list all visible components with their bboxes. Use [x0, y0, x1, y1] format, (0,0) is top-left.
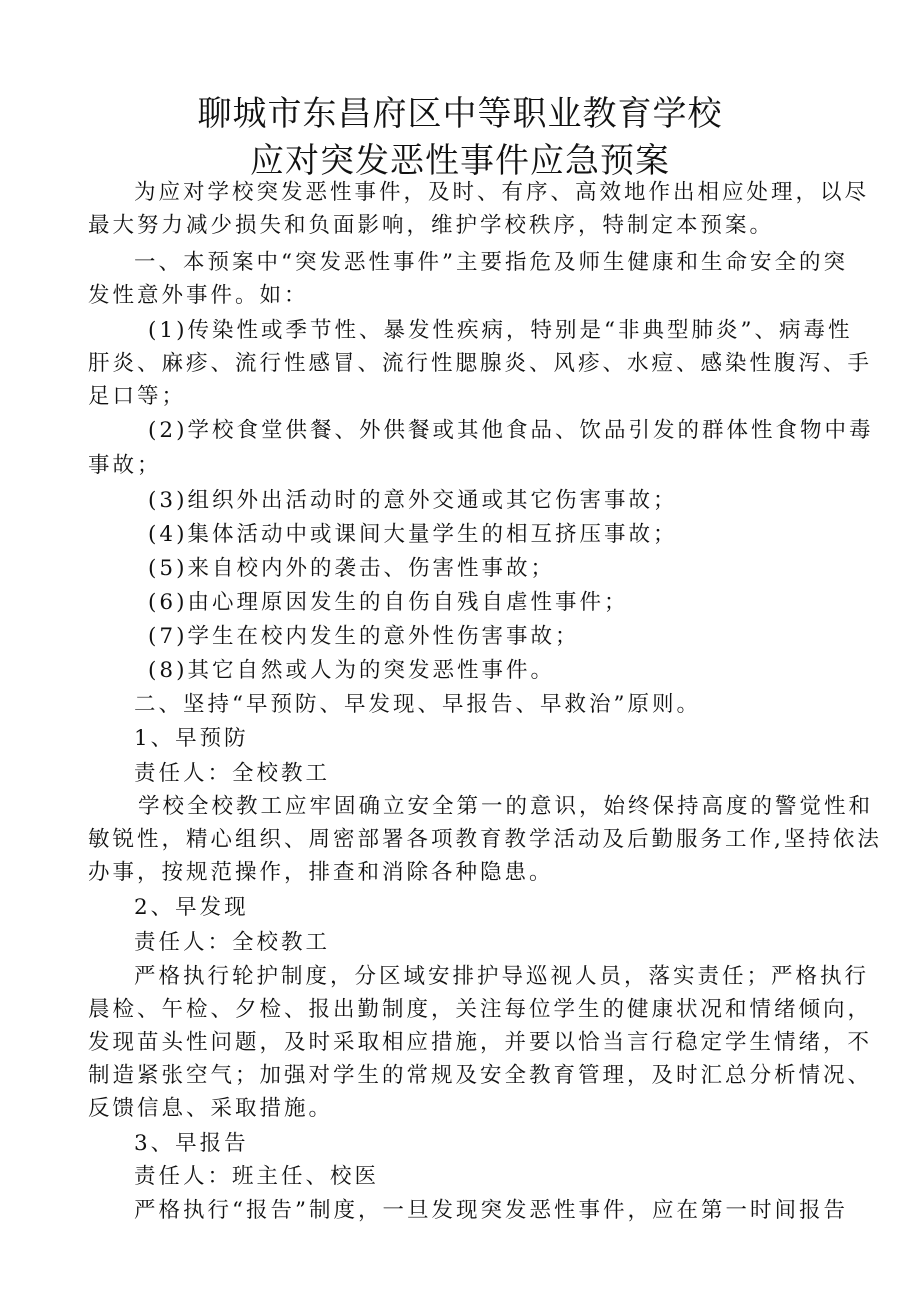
item-6: (6)由心理原因发生的自伤自残自虐性事件； — [148, 590, 629, 615]
principle-2-heading: 2、早发现 — [134, 895, 249, 920]
item-8: (8)其它自然或人为的突发恶性事件。 — [148, 658, 555, 683]
item-7: (7)学生在校内发生的意外性伤害事故； — [148, 624, 580, 649]
principle-2-body-line: 制造紧张空气；加强对学生的常规及安全教育管理，及时汇总分析情况、 — [88, 1063, 873, 1088]
principle-3-body-line: 严格执行“报告”制度，一旦发现突发恶性事件，应在第一时间报告 — [134, 1198, 848, 1223]
item-1-line: 足口等； — [88, 384, 187, 409]
item-5: (5)来自校内外的袭击、伤害性事故； — [148, 556, 555, 581]
principle-1-body-line: 敏锐性，精心组织、周密部署各项教育教学活动及后勤服务工作,坚持依法 — [88, 827, 882, 852]
document-title-line-2: 应对突发恶性事件应急预案 — [250, 141, 670, 181]
intro-line: 最大努力减少损失和负面影响，维护学校秩序，特制定本预案。 — [88, 213, 775, 238]
document-title-line-1: 聊城市东昌府区中等职业教育学校 — [197, 94, 723, 134]
principle-3-heading: 3、早报告 — [134, 1131, 249, 1156]
principle-1-responsible: 责任人：全校教工 — [134, 761, 331, 786]
principle-2-body-line: 反馈信息、采取措施。 — [88, 1096, 334, 1121]
item-2-line: 事故； — [88, 453, 162, 478]
item-4: (4)集体活动中或课间大量学生的相互挤压事故； — [148, 522, 678, 547]
section-1-line: 一、本预案中“突发恶性事件”主要指危及师生健康和生命安全的突 — [134, 250, 848, 275]
principle-1-body-line: 学校全校教工应牢固确立安全第一的意识，始终保持高度的警觉性和 — [138, 794, 874, 819]
principle-1-heading: 1、早预防 — [134, 726, 249, 751]
item-1-line: 肝炎、麻疹、流行性感冒、流行性腮腺炎、风疹、水痘、感染性腹泻、手 — [88, 351, 873, 376]
principle-1-body-line: 办事，按规范操作，排查和消除各种隐患。 — [88, 860, 554, 885]
principle-2-responsible: 责任人：全校教工 — [134, 930, 331, 955]
item-3: (3)组织外出活动时的意外交通或其它伤害事故； — [148, 488, 678, 513]
principle-2-body-line: 晨检、午检、夕检、报出勤制度，关注每位学生的健康状况和情绪倾向， — [88, 997, 873, 1022]
principle-2-body-line: 严格执行轮护制度，分区域安排护导巡视人员，落实责任；严格执行 — [134, 964, 870, 989]
section-2-heading: 二、坚持“早预防、早发现、早报告、早救治”原则。 — [134, 692, 701, 717]
principle-2-body-line: 发现苗头性问题，及时采取相应措施，并要以恰当言行稳定学生情绪，不 — [88, 1030, 873, 1055]
intro-line: 为应对学校突发恶性事件，及时、有序、高效地作出相应处理，以尽 — [134, 180, 870, 205]
section-1-line: 发性意外事件。如： — [88, 283, 309, 308]
item-1-line: (1)传染性或季节性、暴发性疾病，特别是“非典型肺炎”、病毒性 — [148, 318, 853, 343]
item-2-line: (2)学校食堂供餐、外供餐或其他食品、饮品引发的群体性食物中毒 — [148, 418, 874, 443]
principle-3-responsible: 责任人：班主任、校医 — [134, 1164, 380, 1189]
